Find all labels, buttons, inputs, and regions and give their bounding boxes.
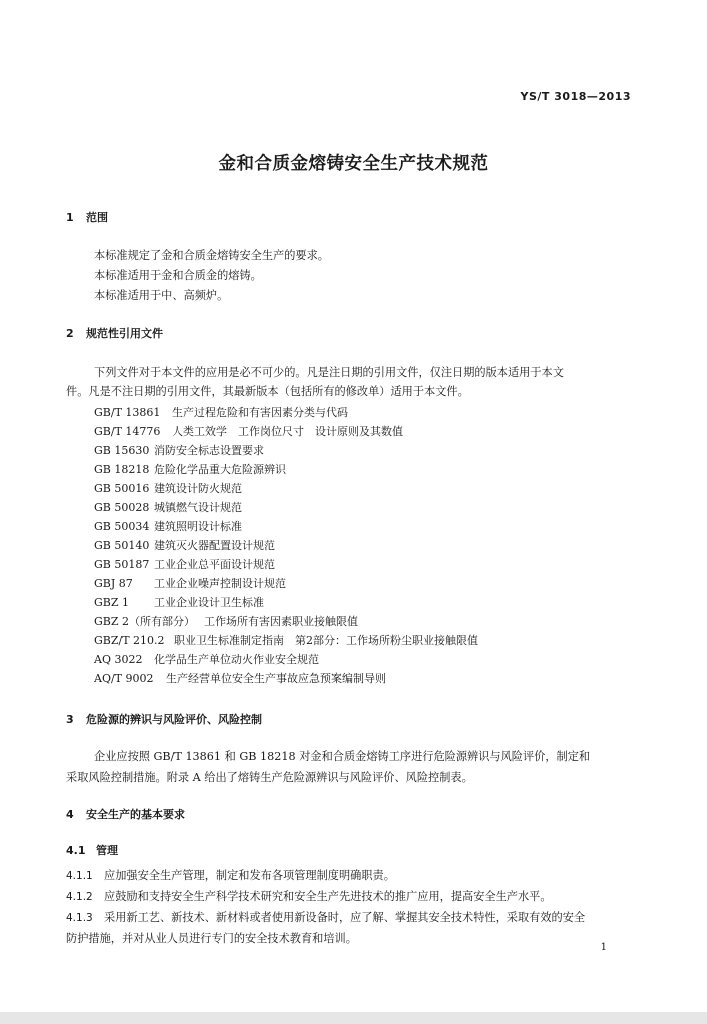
section-title: 危险源的辨识与风险评价、风险控制 <box>86 713 262 726</box>
reference-title: 生产经营单位安全生产事故应急预案编制导则 <box>166 672 386 685</box>
reference-title: 人类工效学 工作岗位尺寸 设计原则及其数值 <box>172 425 403 438</box>
reference-code: GB 50016 <box>94 482 150 495</box>
clause-number: 4.1.2 <box>66 891 93 903</box>
reference-title: 建筑照明设计标准 <box>154 520 242 533</box>
reference-title: 危险化学品重大危险源辨识 <box>154 463 286 476</box>
reference-item <box>94 461 286 477</box>
reference-title: 建筑灭火器配置设计规范 <box>154 539 275 552</box>
reference-code: GB/T 13861 <box>94 406 161 419</box>
clause-text: 应鼓励和支持安全生产科学技术研究和安全生产先进技术的推广应用，提高安全生产水平。 <box>104 890 552 903</box>
reference-item <box>94 632 478 648</box>
reference-title: 城镇燃气设计规范 <box>154 501 242 514</box>
page-number: 1 <box>600 942 607 953</box>
reference-title: 工作场所有害因素职业接触限值 <box>204 615 358 628</box>
reference-code: AQ/T 9002 <box>94 672 154 685</box>
section-number: 2 <box>66 327 74 340</box>
section-2-intro-line: 件。凡是不注日期的引用文件，其最新版本（包括所有的修改单）适用于本文件。 <box>66 385 469 398</box>
reference-code: GB 18218 <box>94 463 150 476</box>
section-4-heading <box>66 806 185 822</box>
reference-item <box>94 423 403 439</box>
reference-title: 生产过程危险和有害因素分类与代码 <box>172 406 348 419</box>
section-title: 规范性引用文件 <box>86 327 163 340</box>
subsection-title: 管理 <box>96 844 118 857</box>
reference-item <box>94 442 264 458</box>
reference-item <box>94 518 242 534</box>
section-1-line: 本标准适用于金和合质金的熔铸。 <box>94 269 262 282</box>
subsection-number: 4.1 <box>66 844 86 857</box>
clause-4-1-1 <box>66 867 395 883</box>
section-1-heading <box>66 209 108 225</box>
section-1-line: 本标准适用于中、高频炉。 <box>94 289 229 302</box>
reference-code: GBZ/T 210.2 <box>94 634 165 647</box>
reference-item <box>94 556 275 572</box>
clause-number: 4.1.3 <box>66 912 93 924</box>
section-number: 3 <box>66 713 74 726</box>
reference-code: AQ 3022 <box>94 653 143 666</box>
clause-text: 应加强安全生产管理，制定和发布各项管理制度明确职责。 <box>104 869 395 882</box>
reference-item <box>94 404 348 420</box>
reference-code: GB/T 14776 <box>94 425 161 438</box>
reference-item <box>94 537 275 553</box>
document-title: 金和合质金熔铸安全生产技术规范 <box>218 154 489 174</box>
reference-code: GBZ 2（所有部分） <box>94 615 196 628</box>
section-title: 安全生产的基本要求 <box>86 808 185 821</box>
reference-item <box>94 651 319 667</box>
section-title: 范围 <box>86 211 108 224</box>
section-3-line: 企业应按照 GB/T 13861 和 GB 18218 对金和合质金熔铸工序进行危险源辨识与风险评价，制定和 <box>94 750 591 763</box>
clause-text: 采用新工艺、新技术、新材料或者使用新设备时，应了解、掌握其安全技术特性，采取有效的安全 <box>104 911 586 924</box>
section-2-heading <box>66 325 163 341</box>
section-3-line: 采取风险控制措施。附录 A 给出了熔铸生产危险源辨识与风险评价、风险控制表。 <box>66 771 473 784</box>
section-1-line: 本标准规定了金和合质金熔铸安全生产的要求。 <box>94 249 329 262</box>
clause-4-1-2 <box>66 888 552 904</box>
reference-code: GB 50028 <box>94 501 150 514</box>
section-2-intro-line: 下列文件对于本文件的应用是必不可少的。凡是注日期的引用文件，仅注日期的版本适用于本文 <box>94 366 564 379</box>
reference-item <box>94 575 286 591</box>
clause-4-1-3 <box>66 909 585 925</box>
reference-item <box>94 670 386 686</box>
reference-title: 消防安全标志设置要求 <box>154 444 264 457</box>
reference-item <box>94 499 242 515</box>
section-3-heading <box>66 711 262 727</box>
reference-code: GBJ 87 <box>94 577 133 590</box>
subsection-4-1-heading <box>66 842 118 858</box>
section-number: 1 <box>66 211 74 224</box>
reference-item <box>94 613 358 629</box>
reference-code: GB 50034 <box>94 520 150 533</box>
standard-number: YS/T 3018—2013 <box>520 90 631 103</box>
section-number: 4 <box>66 808 74 821</box>
reference-title: 建筑设计防火规范 <box>154 482 242 495</box>
scan-bottom-edge <box>0 1012 707 1024</box>
reference-title: 职业卫生标准制定指南 第2部分：工作场所粉尘职业接触限值 <box>174 634 478 647</box>
reference-item <box>94 480 242 496</box>
clause-4-1-3-continued: 防护措施，并对从业人员进行专门的安全技术教育和培训。 <box>66 932 357 945</box>
reference-code: GBZ 1 <box>94 596 130 609</box>
reference-code: GB 50187 <box>94 558 150 571</box>
reference-title: 工业企业设计卫生标准 <box>154 596 264 609</box>
reference-title: 化学品生产单位动火作业安全规范 <box>154 653 319 666</box>
reference-code: GB 50140 <box>94 539 150 552</box>
reference-item <box>94 594 264 610</box>
clause-number: 4.1.1 <box>66 870 93 882</box>
reference-title: 工业企业总平面设计规范 <box>154 558 275 571</box>
reference-title: 工业企业噪声控制设计规范 <box>154 577 286 590</box>
reference-code: GB 15630 <box>94 444 150 457</box>
